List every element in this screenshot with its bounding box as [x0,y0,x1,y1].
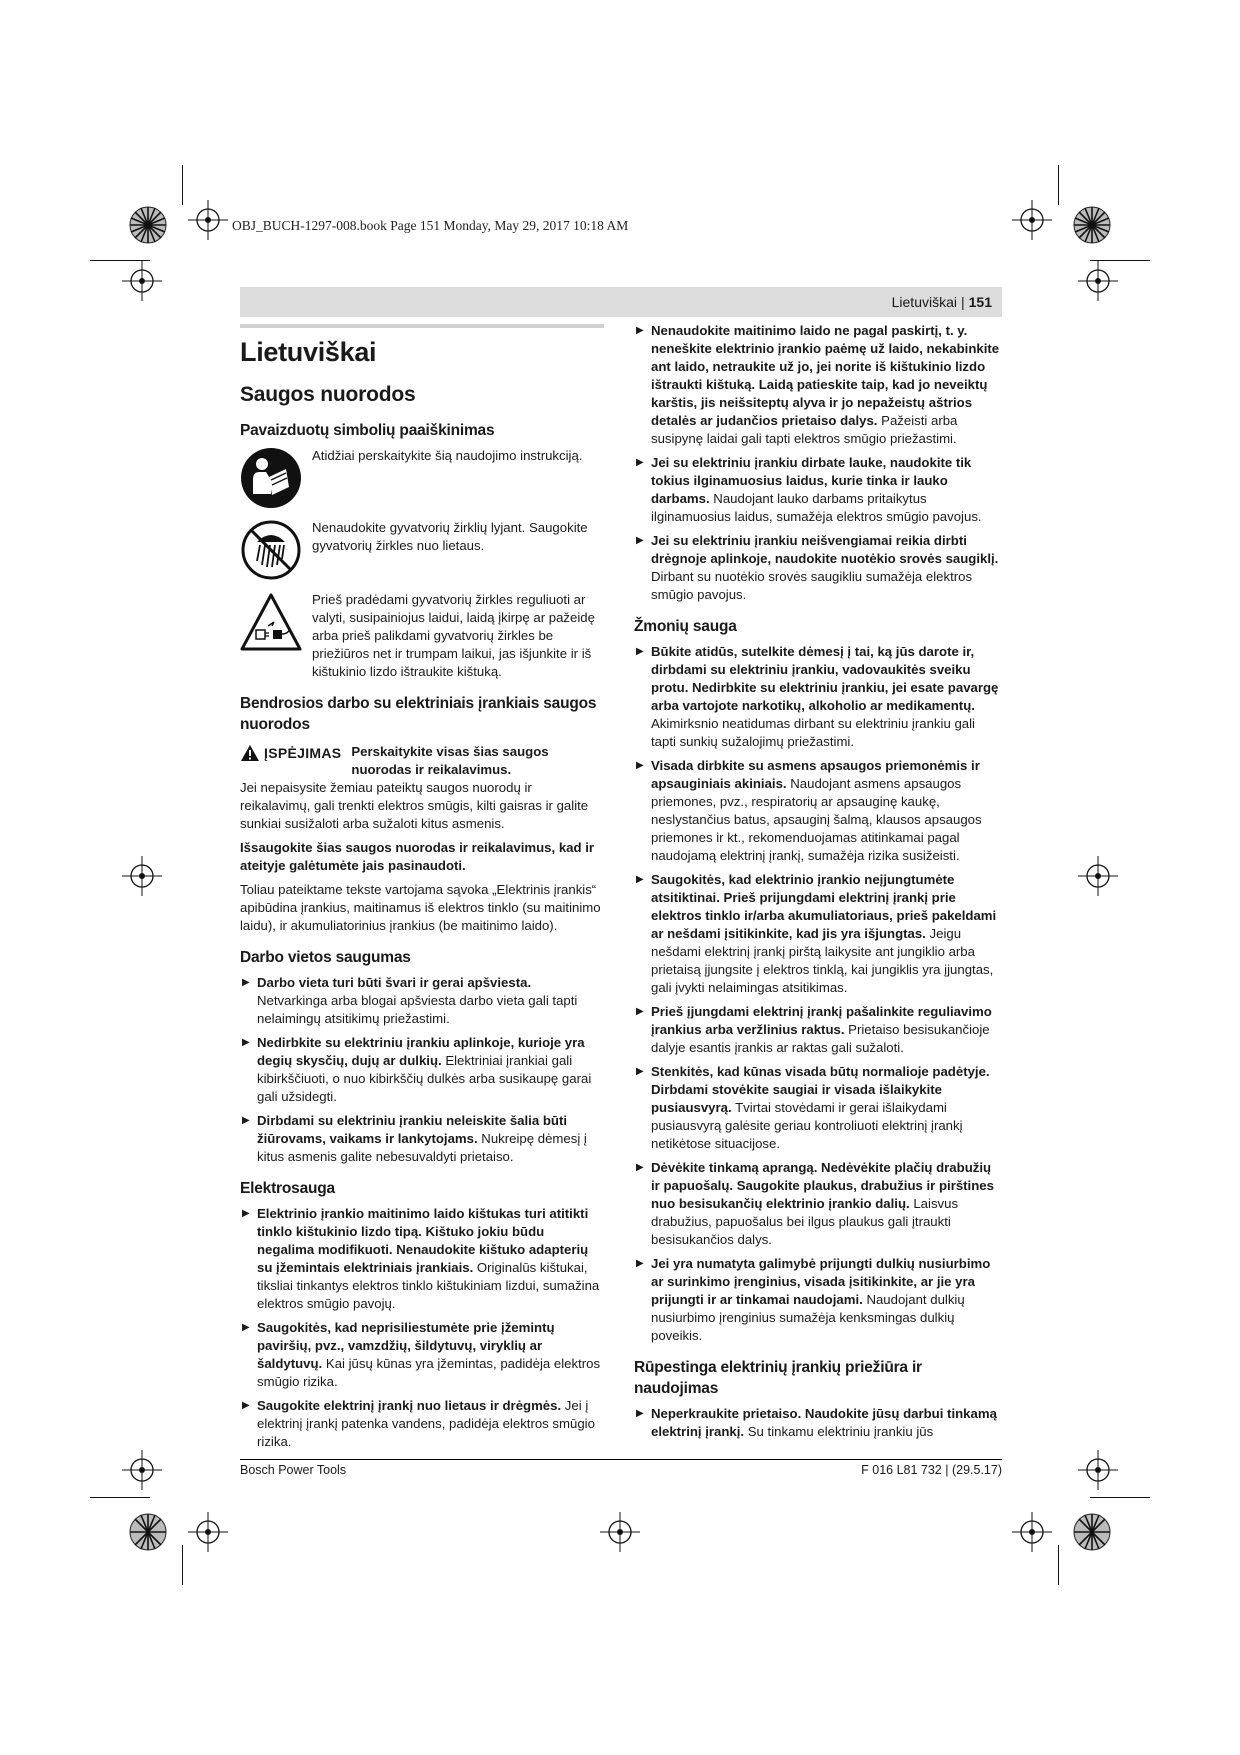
warning-bold-text: Perskaitykite visas šias saugos nuorodas ir reikalavimus. [351,744,549,777]
symbol-text: Nenaudokite gyvatvorių žirklių lyjant. Saugokite gyvatvorių žirkles nuo lietaus. [312,520,588,553]
warning-text: Jei nepaisysite žemiau pateiktų saugos nuorodų ir reikalavimų, gali trenkti elektros smūgis, kilti gaisras ir galite sunkiai susižaloti arba sužaloti kitus asmenis. [240,780,589,831]
crosshair-mark-right-upper [1078,261,1118,301]
crosshair-mark-right-middle [1078,856,1118,896]
crop-line [1058,1545,1059,1585]
crosshair-mark-left-lower [122,1450,162,1490]
file-header: OBJ_BUCH-1297-008.book Page 151 Monday, May 29, 2017 10:18 AM [232,218,629,233]
warning-triangle-icon [240,744,260,762]
warning-label: ĮSPĖJIMAS [264,745,342,761]
crop-line [182,165,183,205]
list-item: ▶ Dėvėkite tinkamą aprangą. Nedėvėkite plačių drabužių ir papuošalų. Saugokite plaukus, drabužius ir pirštines nuo besisukančių elektrinio įrankio dalių. Laisvus drabužius, papuošalus bei ilgus plaukus gali įtraukti besisukančios dalys. [634,1159,1002,1249]
page-header: Lietuviškai | 151 [240,287,1002,317]
list-item: ▶ Būkite atidūs, sutelkite dėmesį į tai, ką jūs darote ir, dirbdami su elektriniu įrankiu, vadovaukitės sveiku protu. Nedirbkite su elektriniu įrankiu, jei esate pavargę arba vartojote narkotikų, alkoholio ar medikamentų. Akimirksnio neatidumas dirbant su elektriniu įrankiu gali tapti sunkių sužalojimų priežastimi. [634,643,1002,751]
work-area-list [240,974,604,1166]
crosshair-mark-right-lower [1078,1450,1118,1490]
footer-brand: Bosch Power Tools [240,1463,347,1477]
crosshair-mark-left-middle [122,856,162,896]
electrical-list-continued [634,322,1002,604]
symbol-text: Prieš pradėdami gyvatvorių žirkles reguliuoti ar valyti, susipainiojus laidui, laidą įkirpę ar pažeidę arba prieš palikdami gyvatvorių žirkles be priežiūros net ir trumpam laikui, jas išjunkite ir iš kištukinio lizdo ištraukite kištuką. [312,592,595,679]
page-title: Lietuviškai [240,337,377,367]
general-heading: Bendrosios darbo su elektriniais įrankiais saugos nuorodos [240,695,597,733]
list-item: ▶ Prieš įjungdami elektrinį įrankį pašalinkite reguliavimo įrankius arba veržlinius raktus. Prietaiso besisukančioje dalyje esantis įrankis ar raktas gali sužaloti. [634,1003,1002,1057]
crop-line [90,1497,150,1498]
footer-rule [240,1459,1002,1460]
header-language: Lietuviškai [891,294,957,310]
crop-line [1090,1497,1150,1498]
personal-list [634,643,1002,1345]
registration-mark-bottom-left-sunburst [128,1512,168,1552]
maintenance-heading: Rūpestinga elektrinių įrankių priežiūra ir naudojimas [634,1359,922,1397]
list-item: ▶ Jei su elektriniu įrankiu dirbate lauke, naudokite tik tokius ilginamuosius laidus, kurie tinka ir lauko darbams. Naudojant lauko darbams pritaikytus ilginamuosius laidus, sumažėja elektros smūgio pavojus. [634,454,1002,526]
list-item: ▶ Nedirbkite su elektriniu įrankiu aplinkoje, kurioje yra degių skysčių, dujų ar dulkių. Elektriniai įrankiai gali kibirkščiuoti, o nuo kibirkščių dulkės arba susikaupę garai gali užsidegti. [240,1034,604,1106]
symbol-item [240,447,604,509]
symbol-text: Atidžiai perskaitykite šią naudojimo instrukciją. [312,448,583,463]
list-item: ▶ Stenkitės, kad kūnas visada būtų normalioje padėtyje. Dirbdami stovėkite saugiai ir visada išlaikykite pusiausvyrą. Tvirtai stovėdami ir gerai išlaikydami pusiausvyrą galėsite geriau kontroliuoti elektrinį įrankį netikėtose situacijose. [634,1063,1002,1153]
symbol-item [240,591,604,681]
footer-doc-number: F 016 L81 732 | (29.5.17) [861,1463,1002,1477]
crosshair-mark-bottom-right [1012,1512,1052,1552]
left-column [240,322,604,1457]
list-item: ▶ Visada dirbkite su asmens apsaugos priemonėmis ir apsauginiais akiniais. Naudojant asmens apsaugos priemones, pvz., respiratorių ar apsauginę kaukę, neslystančius batus, apsauginį šalmą, klausos apsaugos priemones ir kt., rekomenduojamas atitinkamai pagal naudojamą elektrinį įrankį, sumažėja rizika susižeisti. [634,757,1002,865]
registration-mark-bottom-right-sunburst [1072,1512,1112,1552]
crop-line [90,260,150,261]
registration-mark-top-right-sunburst [1072,205,1112,245]
crosshair-mark-top-right [1012,200,1052,240]
list-item: ▶ Jei su elektriniu įrankiu neišvengiamai reikia dirbti drėgnoje aplinkoje, naudokite nuotėkio srovės saugiklį. Dirbant su nuotėkio srovės saugikliu sumažėja elektros smūgio pavojus. [634,532,1002,604]
warning-badge [240,744,341,762]
page-number: 151 [968,294,992,310]
list-item: ▶ Jei yra numatyta galimybė prijungti dulkių nusiurbimo ar surinkimo įrenginius, visada įsitikinkite, ar jie yra prijungti ir ar tinkamai naudojami. Naudojant dulkių nusiurbimo įrenginius sumažėja kenksmingas dulkių poveikis. [634,1255,1002,1345]
electrical-list [240,1205,604,1451]
list-item: ▶ Saugokite elektrinį įrankį nuo lietaus ir drėgmės. Jei į elektrinį įrankį patenka vandens, padidėja elektros smūgio rizika. [240,1397,604,1451]
list-item: ▶ Neperkraukite prietaiso. Naudokite jūsų darbui tinkamą elektrinį įrankį. Su tinkamu elektriniu įrankiu jūs [634,1405,1002,1441]
symbol-item [240,519,604,581]
section-title: Saugos nuorodos [240,383,416,406]
crop-line [1058,165,1059,205]
crosshair-mark-bottom-center [600,1512,640,1552]
registration-mark-top-left-sunburst [128,205,168,245]
list-item: ▶ Dirbdami su elektriniu įrankiu neleiskite šalia būti žiūrovams, vaikams ir lankytojams. Nukreipę dėmesį į kitus asmenis galite nebesuvaldyti prietaiso. [240,1112,604,1166]
unplug-warning-icon [240,591,302,653]
work-area-heading: Darbo vietos saugumas [240,949,411,966]
keep-instructions-text: Išsaugokite šias saugos nuorodas ir reikalavimus, kad ir ateityje galėtumėte jais pasinaudoti. [240,840,595,873]
list-item: ▶ Nenaudokite maitinimo laido ne pagal paskirtį, t. y. neneškite elektrinio įrankio paėmę už laido, nekabinkite ant laido, netraukite už jo, jei norite iš kištukinio lizdo ištraukti kištuką. Laidą patieskite taip, kad jo neveiktų karštis, jis neišsiteptų alyva ir jo nepažeistų aštrios detalės ar judančios prietaiso dalys. Pažeisti arba susipynę laidai gali tapti elektros smūgio priežastimi. [634,322,1002,448]
warning-block [240,743,604,779]
read-manual-icon [240,447,302,509]
no-rain-icon [240,519,302,581]
right-column [634,322,1002,1447]
crop-line [182,1545,183,1585]
electrical-heading: Elektrosauga [240,1180,335,1197]
crosshair-mark-left-upper [122,261,162,301]
list-item: ▶ Saugokitės, kad elektrinio įrankio neįjungtumėte atsitiktinai. Prieš prijungdami elektrinį įrankį prie elektros tinklo ir/arba akumuliatoriaus, prieš pakeldami ar nešdami įsitikinkite, kad jis yra išjungtas. Jeigu nešdami elektrinį įrankį pirštą laikysite ant jungiklio arba prietaisą įjungsite į elektros tinklą, kai jungiklis yra įjungtas, gali įvykti nelaimingas atsitikimas. [634,871,1002,997]
maintenance-list [634,1405,1002,1441]
list-item: ▶ Darbo vieta turi būti švari ir gerai apšviesta. Netvarkinga arba blogai apšviesta darbo vieta gali tapti nelaimingų atsitikimų priežastimi. [240,974,604,1028]
crop-line [1090,260,1150,261]
list-item: ▶ Saugokitės, kad neprisiliestumėte prie įžemintų paviršių, pvz., vamzdžių, šildytuvų, viryklių ar šaldytuvų. Kai jūsų kūnas yra įžemintas, padidėja elektros smūgio rizika. [240,1319,604,1391]
list-item: ▶ Elektrinio įrankio maitinimo laido kištukas turi atitikti tinklo kištukinio lizdo tipą. Kištuko jokiu būdu negalima modifikuoti. Nenaudokite kištuko adapterių su įžemintais elektriniais įrankiais. Originalūs kištukai, tiksliai tinkantys elektros tinklo kištukiniam lizdui, sumažina elektros smūgio pavojų. [240,1205,604,1313]
crosshair-mark-bottom-left [188,1512,228,1552]
definition-text: Toliau pateiktame tekste vartojama sąvoka „Elektrinis įrankis“ apibūdina įrankius, maitinamus iš elektros tinklo (su maitinimo laidu), ir akumuliatorinius įrankius (be maitinimo laido). [240,882,601,933]
personal-heading: Žmonių sauga [634,618,737,635]
symbols-heading: Pavaizduotų simbolių paaiškinimas [240,422,495,439]
crosshair-mark-top-left [188,200,228,240]
